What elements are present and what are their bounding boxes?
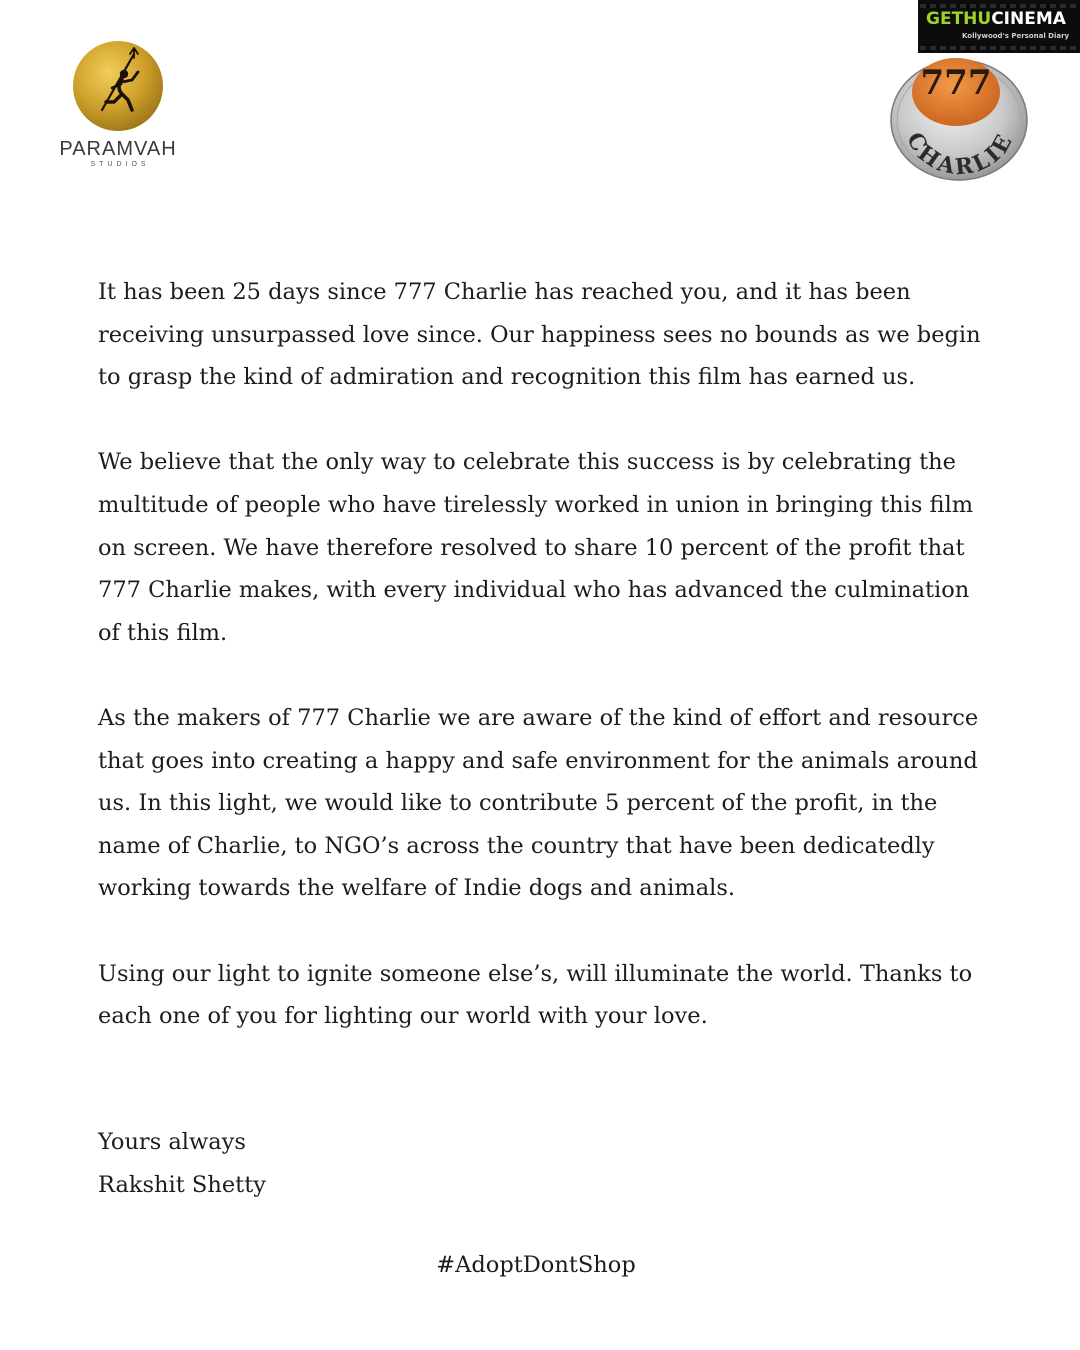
- watermark-title-part1: GETHU: [926, 9, 992, 29]
- gethucinema-watermark: [918, 0, 1080, 53]
- paragraph-3: As the makers of 777 Charlie we are aware of the kind of effort and resource that goes into creating a happy and safe environment for the animals around us. In this light, we would like to contribute 5 percent of the profit, in the name of Charlie, to NGO’s across the country that have been dedicatedly working towards the welfare of Indie dogs and animals.: [98, 704, 979, 902]
- film-strip-top: [920, 4, 1078, 8]
- film-strip-bottom: [920, 46, 1078, 50]
- paragraph-4: Using our light to ignite someone else’s, will illuminate the world. Thanks to each one of you for lighting our world with your love.: [98, 960, 973, 1030]
- hashtag: #AdoptDontShop: [436, 1252, 636, 1278]
- paragraph-2: We believe that the only way to celebrate this success is by celebrating the multitude of people who have tirelessly worked in union in bringing this film on screen. We have therefore resolved to share 10 percent of the profit that 777 Charlie makes, with every individual who has advanced the culmination of this film.: [98, 449, 974, 646]
- closing-line: Yours always: [98, 1129, 246, 1155]
- watermark-title-part2: CINEMA: [991, 9, 1066, 29]
- paramvah-studios-logo: [50, 40, 186, 169]
- logo-name-path: CHARLIE: [901, 128, 1019, 181]
- studio-name: PARAMVAH: [59, 138, 177, 160]
- letter-body: [98, 271, 998, 1038]
- charlie-tag-logo: [886, 52, 1032, 184]
- watermark-title: [926, 9, 1066, 29]
- paragraph-1: It has been 25 days since 777 Charlie has reached you, and it has been receiving unsurpassed love since. Our happiness sees no bounds as we begin to grasp the kind of admiration and recognition this film has earned us.: [98, 279, 981, 391]
- studio-subtitle: STUDIOS: [90, 161, 150, 168]
- watermark-tagline: Kollywood's Personal Diary: [962, 32, 1070, 40]
- signature-name: Rakshit Shetty: [98, 1171, 266, 1198]
- logo-number: 777: [920, 63, 992, 103]
- paramvah-emblem-icon: [72, 40, 164, 132]
- signoff: [98, 1121, 698, 1206]
